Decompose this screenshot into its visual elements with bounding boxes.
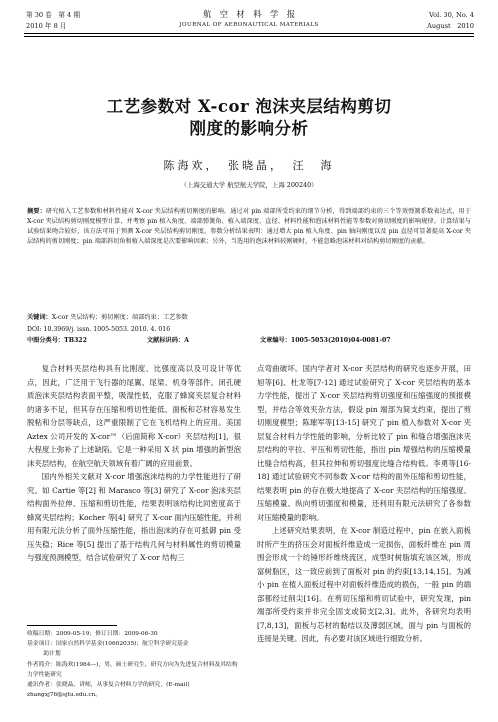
article-title-line2: 刚度的影响分析 <box>189 119 309 138</box>
doi: DOI: 10.3969/j. issn. 1005-5053. 2010. 4. 016 <box>27 326 171 333</box>
header-vol-en: Vol. 30, No. 4 <box>428 11 474 19</box>
header-rule-thick <box>24 33 474 34</box>
authors: 陈海欢， 张晓晶， 汪 海 <box>163 159 335 172</box>
footnote-contact: 通讯作者：张晓晶，讲师，从事复合材料力学的研究，(E-mail) zhangxj76@sjtu.edu.cn。 <box>27 682 190 699</box>
body-paragraph: 上述研究结果表明，在 X-cor 制造过程中，pin 在嵌入面板时所产生的挤压会对面板纤维造成一定损伤，面板纤维在 pin 周围会形成一个纺锤形纤维绕流区，成型时树脂填充该区域，形成富树脂区，这一致应前到了面板对 pin 的约束[13,14,15]。为减小 pin 在植入面板过程中对面板纤维造成的损伤，一般 pin 的端部都经过削尖[16]。在剪切压缩和剪切试验中，研究发现，pin 端部所受约束并非完全固支或简支[2,3]。此外，各研究均表明[7,8,13]，面板与芯材的黏结以及薄弱区域，面与 pin 与面板的连接是关键。因此，有必要对该区域进行细致分析。 <box>257 526 471 643</box>
header-volume: 第 30 卷 第 4 期 <box>26 11 80 19</box>
article-title-line1: 工艺参数对 X-cor 泡沫夹层结构剪切 <box>106 97 392 116</box>
header-journal-en: JOURNAL OF AERONAUTICAL MATERIALS <box>179 22 319 28</box>
abstract <box>27 207 471 247</box>
right-column <box>257 362 471 646</box>
abstract-label: 摘要： <box>27 208 46 215</box>
clc-number: 中图分类号：TB322 <box>27 337 87 344</box>
left-column <box>27 362 241 565</box>
footnote-fund-cont: 助计划 <box>43 651 61 658</box>
footnote-received: 收稿日期：2009-05-19；修订日期：2009-06-30 <box>27 631 158 637</box>
footnote-author: 作者简介：陈海欢(1984—)，男，硕士研究生，研究方向为先进复合材料及其结构力学性能研究 <box>27 661 238 678</box>
body-paragraph: 国内外相关文献对 X-cor 增强泡沫结构的力学性能进行了研究。如 Cartie 等[2] 和 Marasco 等[3] 研究了 X-cor 泡沫夹层结构面外拉伸、压缩和剪切性能，结果表明该结构比同密度高于蜂窝夹层结构；Kocher 等[4] 研究了 X-cor 面内压缩性能，并利用有限元法分析了面外压缩性能，指出泡沫的存在可抵御 pin 受压失稳；Rice 等[5] 提出了基于结构几何与材料属性的剪切模量与强度预测模型，结合试验研究了 X-cor 结构三 <box>27 472 241 562</box>
keywords-label: 关键词： <box>27 314 52 321</box>
keywords-text: X-cor 夹层结构；剪切刚度；端部约束；工艺参数 <box>51 314 188 321</box>
footnote <box>27 629 241 700</box>
header-rule-thin <box>24 36 474 37</box>
footnote-fund: 基金项目：国家自然科学基金(10602035)；航空科学研究基金 <box>27 641 189 648</box>
body-paragraph: 点弯曲破坏。国内学者对 X-cor 夹层结构的研究也逐步开展，田旭等[6]、杜龙等[7-12] 通过试验研究了 X-cor 夹层结构的基本力学性能，提出了 X-cor 夹层结构剪切强度和压缩强度的预报模型，并结合等效夹杂方法，假设 pin 端部为简支约束，提出了剪切刚度模型；陈璀军等[13-15] 研究了 pin 植入参数对 X-cor 夹层复合材料力学性能的影响，分析比较了 pin 和缝合增强泡沫夹层结构的平拉、平压和剪切性能，指出 pin 增强结构的压缩模量比缝合结构高，但其拉伸和剪切强度比缝合结构低。李勇等[16-18] 通过试验研究不同参数 X-cor 结构的面外压缩和剪切性能，结果表明 pin 的存在极大地提高了 X-cor 夹层结构的压缩强度、压缩模量、纵向剪切强度和模量，还利用有限元法研究了各参数对压缩模量的影响。 <box>257 364 471 522</box>
document-code: 文献标识码：A <box>147 337 189 344</box>
article-number: 文章编号：1005-5053(2010)04-0081-07 <box>260 337 391 344</box>
body-paragraph: 复合材料夹层结构具有比刚度、比强度高以及可设计等优点，因此，广泛用于飞行器的尾翼、尾梁、机身等部件。闭孔硬质泡沫夹层结构表面平整，吸湿性低，克服了蜂窝夹层复合材料的诸多不足，但其存在压缩和剪切性能低、面板和芯材容易发生脱粘和分层等缺点，这严重限制了它在飞机结构上的应用。美国 Aztex 公司开发的 X-cor™（后面简称 X-cor）夹层结构[1]，很大程度上弥补了上述缺陷。它是一种采用 X 状 pin 增强的新型泡沫夹层结构，在航空航天领域有着广阔的应用前景。 <box>27 364 241 468</box>
footnote-rule <box>27 625 117 626</box>
header-month-en: August 2010 <box>427 22 474 30</box>
abstract-text: 研究植入工艺参数和材料性能对 X-cor 夹层结构剪切刚度的影响。通过对 pin 端部所受约束的细节分析，得到端部约束的三个等效弹簧系数表达式，用于 X-cor 夹层结构剪切刚度模型计算，并考察 pin 植入角度、端部弹簧角、植入端深度、直径、材料性能和泡沫材料性能等参数对剪切刚度的影响规律。计算结果与试验结果吻合较好，该方法可用于预测 X-cor 夹层结构剪切刚度。参数分析结果表明：通过增大 pin 植入角度、pin 轴向刚度以及 pin 直径可显著提高 X-cor 夹层结构的剪切刚度；pin 端部斜切角和植入端深度是次要影响因素；另外，当选用的泡沫材料较刚硬时，不能忽略泡沫材料对结构剪切刚度的贡献。 <box>27 208 472 246</box>
header-journal-cn: 航 空 材 料 学 报 <box>202 9 296 19</box>
header-date: 2010 年 8 月 <box>26 22 67 30</box>
keywords <box>27 313 471 323</box>
affiliation: （上海交通大学 航空航天学院，上海 200240） <box>180 181 318 189</box>
